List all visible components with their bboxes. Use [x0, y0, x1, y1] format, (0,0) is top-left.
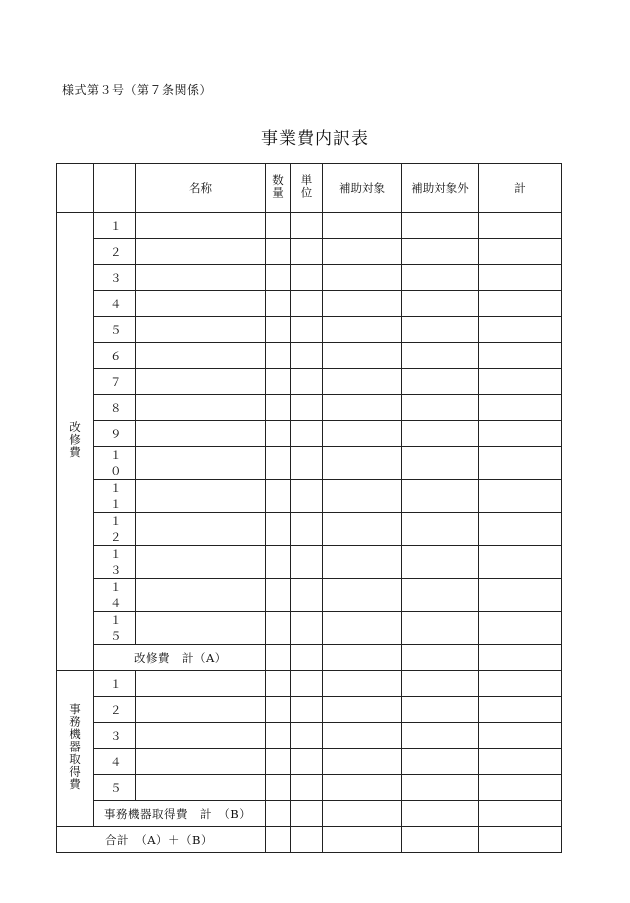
cell-non-subsidy-target[interactable] — [402, 579, 479, 612]
table-row — [57, 775, 562, 801]
cell-quantity[interactable] — [266, 723, 291, 749]
table-row — [57, 749, 562, 775]
cell-subsidy-target[interactable] — [323, 671, 402, 697]
header-category — [57, 164, 94, 213]
cell-name[interactable] — [136, 369, 266, 395]
table-row — [57, 447, 562, 480]
cell-unit[interactable] — [291, 749, 323, 775]
cell-non-subsidy-target[interactable] — [402, 447, 479, 480]
expense-breakdown-table — [56, 163, 562, 853]
cell-total[interactable] — [479, 239, 562, 265]
table-row — [57, 579, 562, 612]
header-total: 計 — [479, 164, 562, 213]
cell-total[interactable] — [479, 775, 562, 801]
cell-name[interactable] — [136, 579, 266, 612]
cell-name[interactable] — [136, 546, 266, 579]
cell-total[interactable] — [479, 343, 562, 369]
cell-unit[interactable] — [291, 265, 323, 291]
form-number: 様式第３号（第７条関係） — [62, 83, 213, 97]
cell-unit[interactable] — [291, 775, 323, 801]
subtotal-label: 改修費 計（A） — [94, 645, 266, 671]
cell-unit[interactable] — [291, 645, 323, 671]
cell-unit[interactable] — [291, 827, 323, 853]
cell-total[interactable] — [479, 749, 562, 775]
header-name: 名称 — [136, 164, 266, 213]
cell-name[interactable] — [136, 343, 266, 369]
cell-unit[interactable] — [291, 421, 323, 447]
cell-quantity[interactable] — [266, 239, 291, 265]
cell-subsidy-target[interactable] — [323, 239, 402, 265]
section-label-renovation: 改修費 — [57, 213, 94, 671]
cell-non-subsidy-target[interactable] — [402, 801, 479, 827]
cell-subsidy-target[interactable] — [323, 579, 402, 612]
cell-non-subsidy-target[interactable] — [402, 612, 479, 645]
cell-non-subsidy-target[interactable] — [402, 546, 479, 579]
table-row — [57, 546, 562, 579]
cell-quantity[interactable] — [266, 749, 291, 775]
cell-name[interactable] — [136, 239, 266, 265]
cell-name[interactable] — [136, 213, 266, 239]
cell-name[interactable] — [136, 723, 266, 749]
equipment-subtotal-row — [57, 801, 562, 827]
cell-unit[interactable] — [291, 395, 323, 421]
cell-non-subsidy-target[interactable] — [402, 775, 479, 801]
cell-total[interactable] — [479, 671, 562, 697]
cell-unit[interactable] — [291, 343, 323, 369]
cell-subsidy-target[interactable] — [323, 801, 402, 827]
cell-unit[interactable] — [291, 369, 323, 395]
table-row — [57, 265, 562, 291]
table-row — [57, 291, 562, 317]
cell-non-subsidy-target[interactable] — [402, 827, 479, 853]
cell-quantity[interactable] — [266, 775, 291, 801]
cell-quantity[interactable] — [266, 317, 291, 343]
cell-subsidy-target[interactable] — [323, 317, 402, 343]
row-number: １１ — [94, 480, 136, 513]
row-number: ３ — [94, 265, 136, 291]
row-number: １５ — [94, 612, 136, 645]
table-row — [57, 239, 562, 265]
cell-quantity[interactable] — [266, 213, 291, 239]
cell-non-subsidy-target[interactable] — [402, 265, 479, 291]
cell-quantity[interactable] — [266, 546, 291, 579]
cell-name[interactable] — [136, 749, 266, 775]
cell-non-subsidy-target[interactable] — [402, 421, 479, 447]
cell-unit[interactable] — [291, 447, 323, 480]
subtotal-label: 事務機器取得費 計 （B） — [94, 801, 266, 827]
cell-non-subsidy-target[interactable] — [402, 395, 479, 421]
cell-non-subsidy-target[interactable] — [402, 513, 479, 546]
table-row — [57, 395, 562, 421]
cell-unit[interactable] — [291, 697, 323, 723]
cell-quantity[interactable] — [266, 369, 291, 395]
row-number: １０ — [94, 447, 136, 480]
header-quantity: 数量 — [266, 164, 291, 213]
cell-quantity[interactable] — [266, 265, 291, 291]
cell-unit[interactable] — [291, 513, 323, 546]
cell-quantity[interactable] — [266, 291, 291, 317]
header-non-subsidy-target: 補助対象外 — [402, 164, 479, 213]
cell-total[interactable] — [479, 480, 562, 513]
cell-quantity[interactable] — [266, 395, 291, 421]
cell-total[interactable] — [479, 265, 562, 291]
cell-name[interactable] — [136, 447, 266, 480]
cell-non-subsidy-target[interactable] — [402, 749, 479, 775]
cell-total[interactable] — [479, 723, 562, 749]
cell-quantity[interactable] — [266, 343, 291, 369]
cell-unit[interactable] — [291, 612, 323, 645]
cell-subsidy-target[interactable] — [323, 395, 402, 421]
cell-subsidy-target[interactable] — [323, 369, 402, 395]
row-number: １４ — [94, 579, 136, 612]
cell-subsidy-target[interactable] — [323, 480, 402, 513]
cell-subsidy-target[interactable] — [323, 447, 402, 480]
renovation-subtotal-row — [57, 645, 562, 671]
cell-total[interactable] — [479, 369, 562, 395]
row-number: ７ — [94, 369, 136, 395]
cell-non-subsidy-target[interactable] — [402, 671, 479, 697]
table-row — [57, 421, 562, 447]
cell-name[interactable] — [136, 265, 266, 291]
cell-total[interactable] — [479, 447, 562, 480]
cell-unit[interactable] — [291, 671, 323, 697]
cell-non-subsidy-target[interactable] — [402, 291, 479, 317]
cell-name[interactable] — [136, 612, 266, 645]
cell-subsidy-target[interactable] — [323, 546, 402, 579]
cell-quantity[interactable] — [266, 645, 291, 671]
row-number: ２ — [94, 239, 136, 265]
table-row — [57, 343, 562, 369]
table-row — [57, 513, 562, 546]
cell-unit[interactable] — [291, 291, 323, 317]
cell-subsidy-target[interactable] — [323, 723, 402, 749]
table-row — [57, 697, 562, 723]
cell-name[interactable] — [136, 513, 266, 546]
table-row — [57, 369, 562, 395]
cell-subsidy-target[interactable] — [323, 343, 402, 369]
cell-subsidy-target[interactable] — [323, 421, 402, 447]
cell-quantity[interactable] — [266, 480, 291, 513]
table-row — [57, 213, 562, 239]
page-title: 事業費内訳表 — [261, 129, 369, 149]
cell-total[interactable] — [479, 645, 562, 671]
renovation-section — [57, 213, 562, 671]
table-row — [57, 612, 562, 645]
grand-total-label: 合計 （A）＋（B） — [57, 827, 266, 853]
section-label-equipment: 事務機器取得費 — [57, 671, 94, 827]
cell-name[interactable] — [136, 317, 266, 343]
cell-total[interactable] — [479, 612, 562, 645]
cell-quantity[interactable] — [266, 513, 291, 546]
cell-non-subsidy-target[interactable] — [402, 697, 479, 723]
cell-quantity[interactable] — [266, 827, 291, 853]
cell-name[interactable] — [136, 421, 266, 447]
row-number: ８ — [94, 395, 136, 421]
cell-subsidy-target[interactable] — [323, 213, 402, 239]
cell-unit[interactable] — [291, 723, 323, 749]
cell-total[interactable] — [479, 827, 562, 853]
cell-name[interactable] — [136, 671, 266, 697]
cell-unit[interactable] — [291, 239, 323, 265]
cell-unit[interactable] — [291, 317, 323, 343]
cell-quantity[interactable] — [266, 671, 291, 697]
row-number: １ — [94, 213, 136, 239]
row-number: １３ — [94, 546, 136, 579]
cell-total[interactable] — [479, 213, 562, 239]
cell-non-subsidy-target[interactable] — [402, 239, 479, 265]
cell-quantity[interactable] — [266, 447, 291, 480]
cell-unit[interactable] — [291, 579, 323, 612]
row-number: ４ — [94, 749, 136, 775]
row-number: １２ — [94, 513, 136, 546]
cell-quantity[interactable] — [266, 612, 291, 645]
cell-quantity[interactable] — [266, 801, 291, 827]
cell-subsidy-target[interactable] — [323, 291, 402, 317]
row-number: ６ — [94, 343, 136, 369]
table-row — [57, 317, 562, 343]
cell-quantity[interactable] — [266, 579, 291, 612]
table-row — [57, 723, 562, 749]
cell-non-subsidy-target[interactable] — [402, 723, 479, 749]
cell-name[interactable] — [136, 775, 266, 801]
cell-unit[interactable] — [291, 801, 323, 827]
row-number: ５ — [94, 317, 136, 343]
cell-total[interactable] — [479, 697, 562, 723]
cell-name[interactable] — [136, 395, 266, 421]
table-row — [57, 671, 562, 697]
cell-subsidy-target[interactable] — [323, 513, 402, 546]
cell-total[interactable] — [479, 579, 562, 612]
cell-quantity[interactable] — [266, 697, 291, 723]
header-unit: 単位 — [291, 164, 323, 213]
header-row — [57, 164, 562, 213]
row-number: ９ — [94, 421, 136, 447]
cell-subsidy-target[interactable] — [323, 612, 402, 645]
cell-quantity[interactable] — [266, 421, 291, 447]
cell-non-subsidy-target[interactable] — [402, 317, 479, 343]
cell-non-subsidy-target[interactable] — [402, 480, 479, 513]
cell-total[interactable] — [479, 421, 562, 447]
cell-subsidy-target[interactable] — [323, 265, 402, 291]
header-no — [94, 164, 136, 213]
cell-total[interactable] — [479, 801, 562, 827]
cell-subsidy-target[interactable] — [323, 697, 402, 723]
table-row — [57, 480, 562, 513]
cell-name[interactable] — [136, 697, 266, 723]
cell-subsidy-target[interactable] — [323, 645, 402, 671]
row-number: ４ — [94, 291, 136, 317]
cell-name[interactable] — [136, 291, 266, 317]
cell-total[interactable] — [479, 317, 562, 343]
row-number: ５ — [94, 775, 136, 801]
grand-total-row — [57, 827, 562, 853]
cell-non-subsidy-target[interactable] — [402, 645, 479, 671]
cell-total[interactable] — [479, 395, 562, 421]
cell-unit[interactable] — [291, 480, 323, 513]
row-number: ２ — [94, 697, 136, 723]
cell-subsidy-target[interactable] — [323, 775, 402, 801]
cell-non-subsidy-target[interactable] — [402, 343, 479, 369]
cell-unit[interactable] — [291, 546, 323, 579]
cell-non-subsidy-target[interactable] — [402, 213, 479, 239]
cell-name[interactable] — [136, 480, 266, 513]
cell-unit[interactable] — [291, 213, 323, 239]
cell-total[interactable] — [479, 291, 562, 317]
equipment-section — [57, 671, 562, 827]
cell-total[interactable] — [479, 546, 562, 579]
row-number: ３ — [94, 723, 136, 749]
cell-total[interactable] — [479, 513, 562, 546]
cell-non-subsidy-target[interactable] — [402, 369, 479, 395]
cell-subsidy-target[interactable] — [323, 749, 402, 775]
cell-subsidy-target[interactable] — [323, 827, 402, 853]
header-subsidy-target: 補助対象 — [323, 164, 402, 213]
row-number: １ — [94, 671, 136, 697]
